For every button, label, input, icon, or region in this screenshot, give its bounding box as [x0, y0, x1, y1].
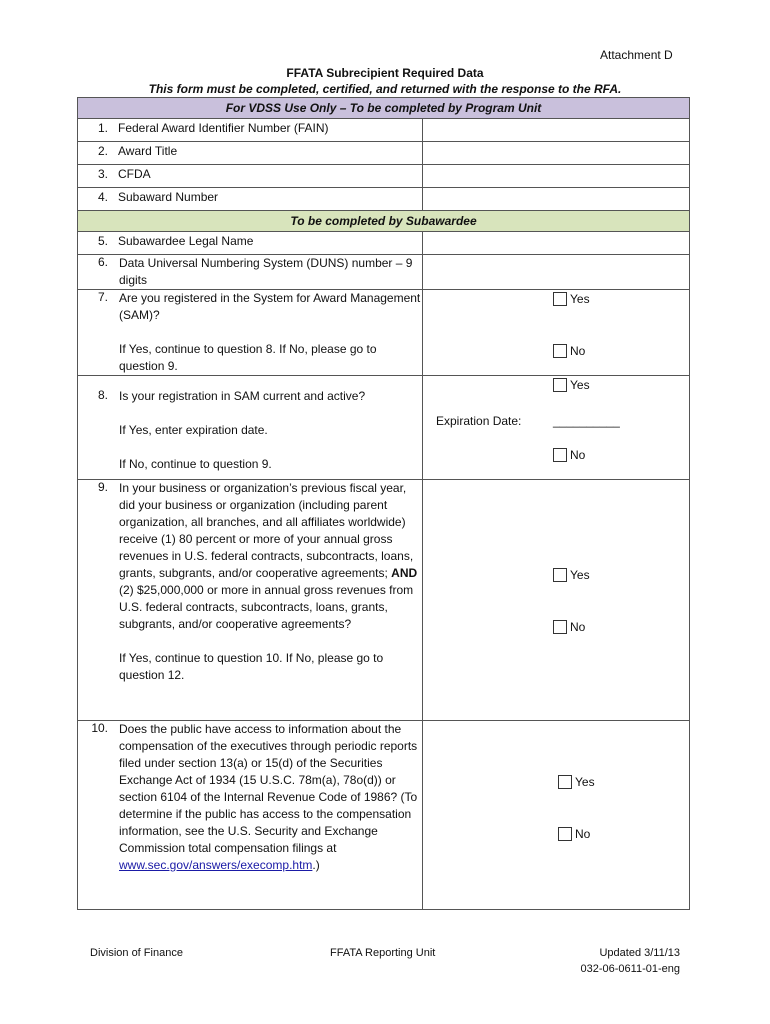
cfda-label: CFDA [118, 167, 151, 181]
q7-question: Are you registered in the System for Award Management (SAM)? [119, 291, 421, 322]
q8-yes-checkbox[interactable] [553, 378, 567, 392]
duns-label: Data Universal Numbering System (DUNS) number – 9 digits [119, 256, 413, 287]
footer-center: FFATA Reporting Unit [330, 947, 436, 959]
subawardee-section-header: To be completed by Subawardee [78, 211, 690, 232]
q10-question: Does the public have access to information about the compensation of the executives through periodic reports filed under section 13(a) or 15(d) of the Securities Exchange Act of 1934 (15 U.S.C. 78m(a), 78o(d)) or section 6104 of the Internal Revenue Code of 1986? (To determine if the public has access to the compensation information, see the U.S. Security and Exchange Commission total compensation filings at [119, 722, 418, 855]
item-number: 10. [91, 721, 108, 735]
item-number: 3. [97, 167, 108, 181]
q7-no-label: No [570, 344, 586, 358]
award-title-input[interactable] [423, 142, 690, 165]
item-number: 2. [97, 144, 108, 158]
item-number: 8. [97, 388, 108, 402]
q7-yes-label: Yes [570, 292, 590, 306]
expiration-date-input[interactable]: __________ [553, 414, 620, 428]
item-number: 1. [97, 121, 108, 135]
item-number: 7. [97, 290, 108, 304]
q9-question: In your business or organization’s previous fiscal year, did your business or organization (including parent organization, all branches, and all affiliates worldwide) receive (1) 80 percent or more of your annual gross revenues in U.S. federal contracts, subcontracts, loans, grants, subgrants, and/or cooperative agreements; AND (2) $25,000,000 or more in annual gross revenues from U.S. federal contracts, subcontracts, loans, grants, subgrants, and/or cooperative agreements? [119, 481, 418, 631]
q8-yes-label: Yes [570, 378, 590, 392]
footer-left: Division of Finance [90, 947, 183, 959]
item-number: 6. [97, 255, 108, 269]
expiration-date-label: Expiration Date: [436, 414, 522, 428]
form-subtitle: This form must be completed, certified, and returned with the response to the RFA. [148, 82, 622, 96]
ffata-form-table: For VDSS Use Only – To be completed by Program Unit 1. Federal Award Identifier Number (FAIN) 2. Award Title 3. CFDA 4. Subaward Number To be completed by Subawardee 5. Subawardee Legal Name 6. Data Universal Numbering System (DUNS) number – 9 digits 7. Are you registered in the System for Award Management (SAM)? If Yes, continue to question 8. If No, please go to question 9. Yes No 8. Is your registration in SAM current and active? If Yes, enter expiration date. If No, continue to question 9. Yes Expiration Date: __________ No 9. In your business or organization’s previous fiscal year, did your business or organization (including parent organization, all branches, and all affiliates worldwide) receive (1) 80 percent or more of your annual gross revenues in U.S. federal contracts, subcontracts, loans, grants, subgrants, and/or cooperative agreements; AND (2) $25,000,000 or more in annual gross revenues from U.S. federal contracts, subcontracts, loans, grants, subgrants, and/or cooperative agreements? If Yes, continue to question 10. If No, please go to question 12. Yes No 10. Does the public have access to information about the compensation of the executives through periodic reports filed under section 13(a) or 15(d) of the Securities Exchange Act of 1934 (15 U.S.C. 78m(a), 78o(d)) or section 6104 of the Internal Revenue Code of 1986? (To determine if the public has access to the compensation information, see the U.S. Security and Exchange Commission total compensation filings at www.sec.gov/answers/execomp.htm.) Yes No [77, 97, 690, 910]
q9-note: If Yes, continue to question 10. If No, please go to question 12. [119, 651, 384, 682]
q10-no-label: No [575, 827, 591, 841]
legal-name-label: Subawardee Legal Name [118, 234, 254, 248]
q8-no-checkbox[interactable] [553, 448, 567, 462]
q8-question: Is your registration in SAM current and active? [119, 389, 366, 403]
q10-yes-label: Yes [575, 775, 595, 789]
fain-label: Federal Award Identifier Number (FAIN) [118, 121, 329, 135]
subaward-number-input[interactable] [423, 188, 690, 211]
q7-yes-checkbox[interactable] [553, 292, 567, 306]
q8-no-label: No [570, 448, 586, 462]
attachment-label: Attachment D [600, 48, 673, 62]
q9-yes-checkbox[interactable] [553, 568, 567, 582]
item-number: 4. [97, 190, 108, 204]
q8-if-no: If No, continue to question 9. [119, 457, 272, 471]
q8-if-yes: If Yes, enter expiration date. [119, 423, 268, 437]
legal-name-input[interactable] [423, 232, 690, 255]
duns-input[interactable] [423, 255, 690, 290]
item-number: 5. [97, 234, 108, 248]
q7-note: If Yes, continue to question 8. If No, please go to question 9. [119, 342, 377, 373]
q7-no-checkbox[interactable] [553, 344, 567, 358]
q10-no-checkbox[interactable] [558, 827, 572, 841]
cfda-input[interactable] [423, 165, 690, 188]
q9-no-checkbox[interactable] [553, 620, 567, 634]
sec-compensation-link[interactable]: www.sec.gov/answers/execomp.htm [119, 858, 313, 872]
subaward-number-label: Subaward Number [118, 190, 219, 204]
q9-no-label: No [570, 620, 586, 634]
footer-updated: Updated 3/11/13 [599, 947, 680, 959]
item-number: 9. [97, 480, 108, 494]
form-title: FFATA Subrecipient Required Data [286, 66, 484, 80]
fain-input[interactable] [423, 119, 690, 142]
q9-yes-label: Yes [570, 568, 590, 582]
award-title-label: Award Title [118, 144, 178, 158]
q10-yes-checkbox[interactable] [558, 775, 572, 789]
footer-form-code: 032-06-0611-01-eng [580, 963, 680, 975]
vdss-section-header: For VDSS Use Only – To be completed by Program Unit [78, 98, 690, 119]
